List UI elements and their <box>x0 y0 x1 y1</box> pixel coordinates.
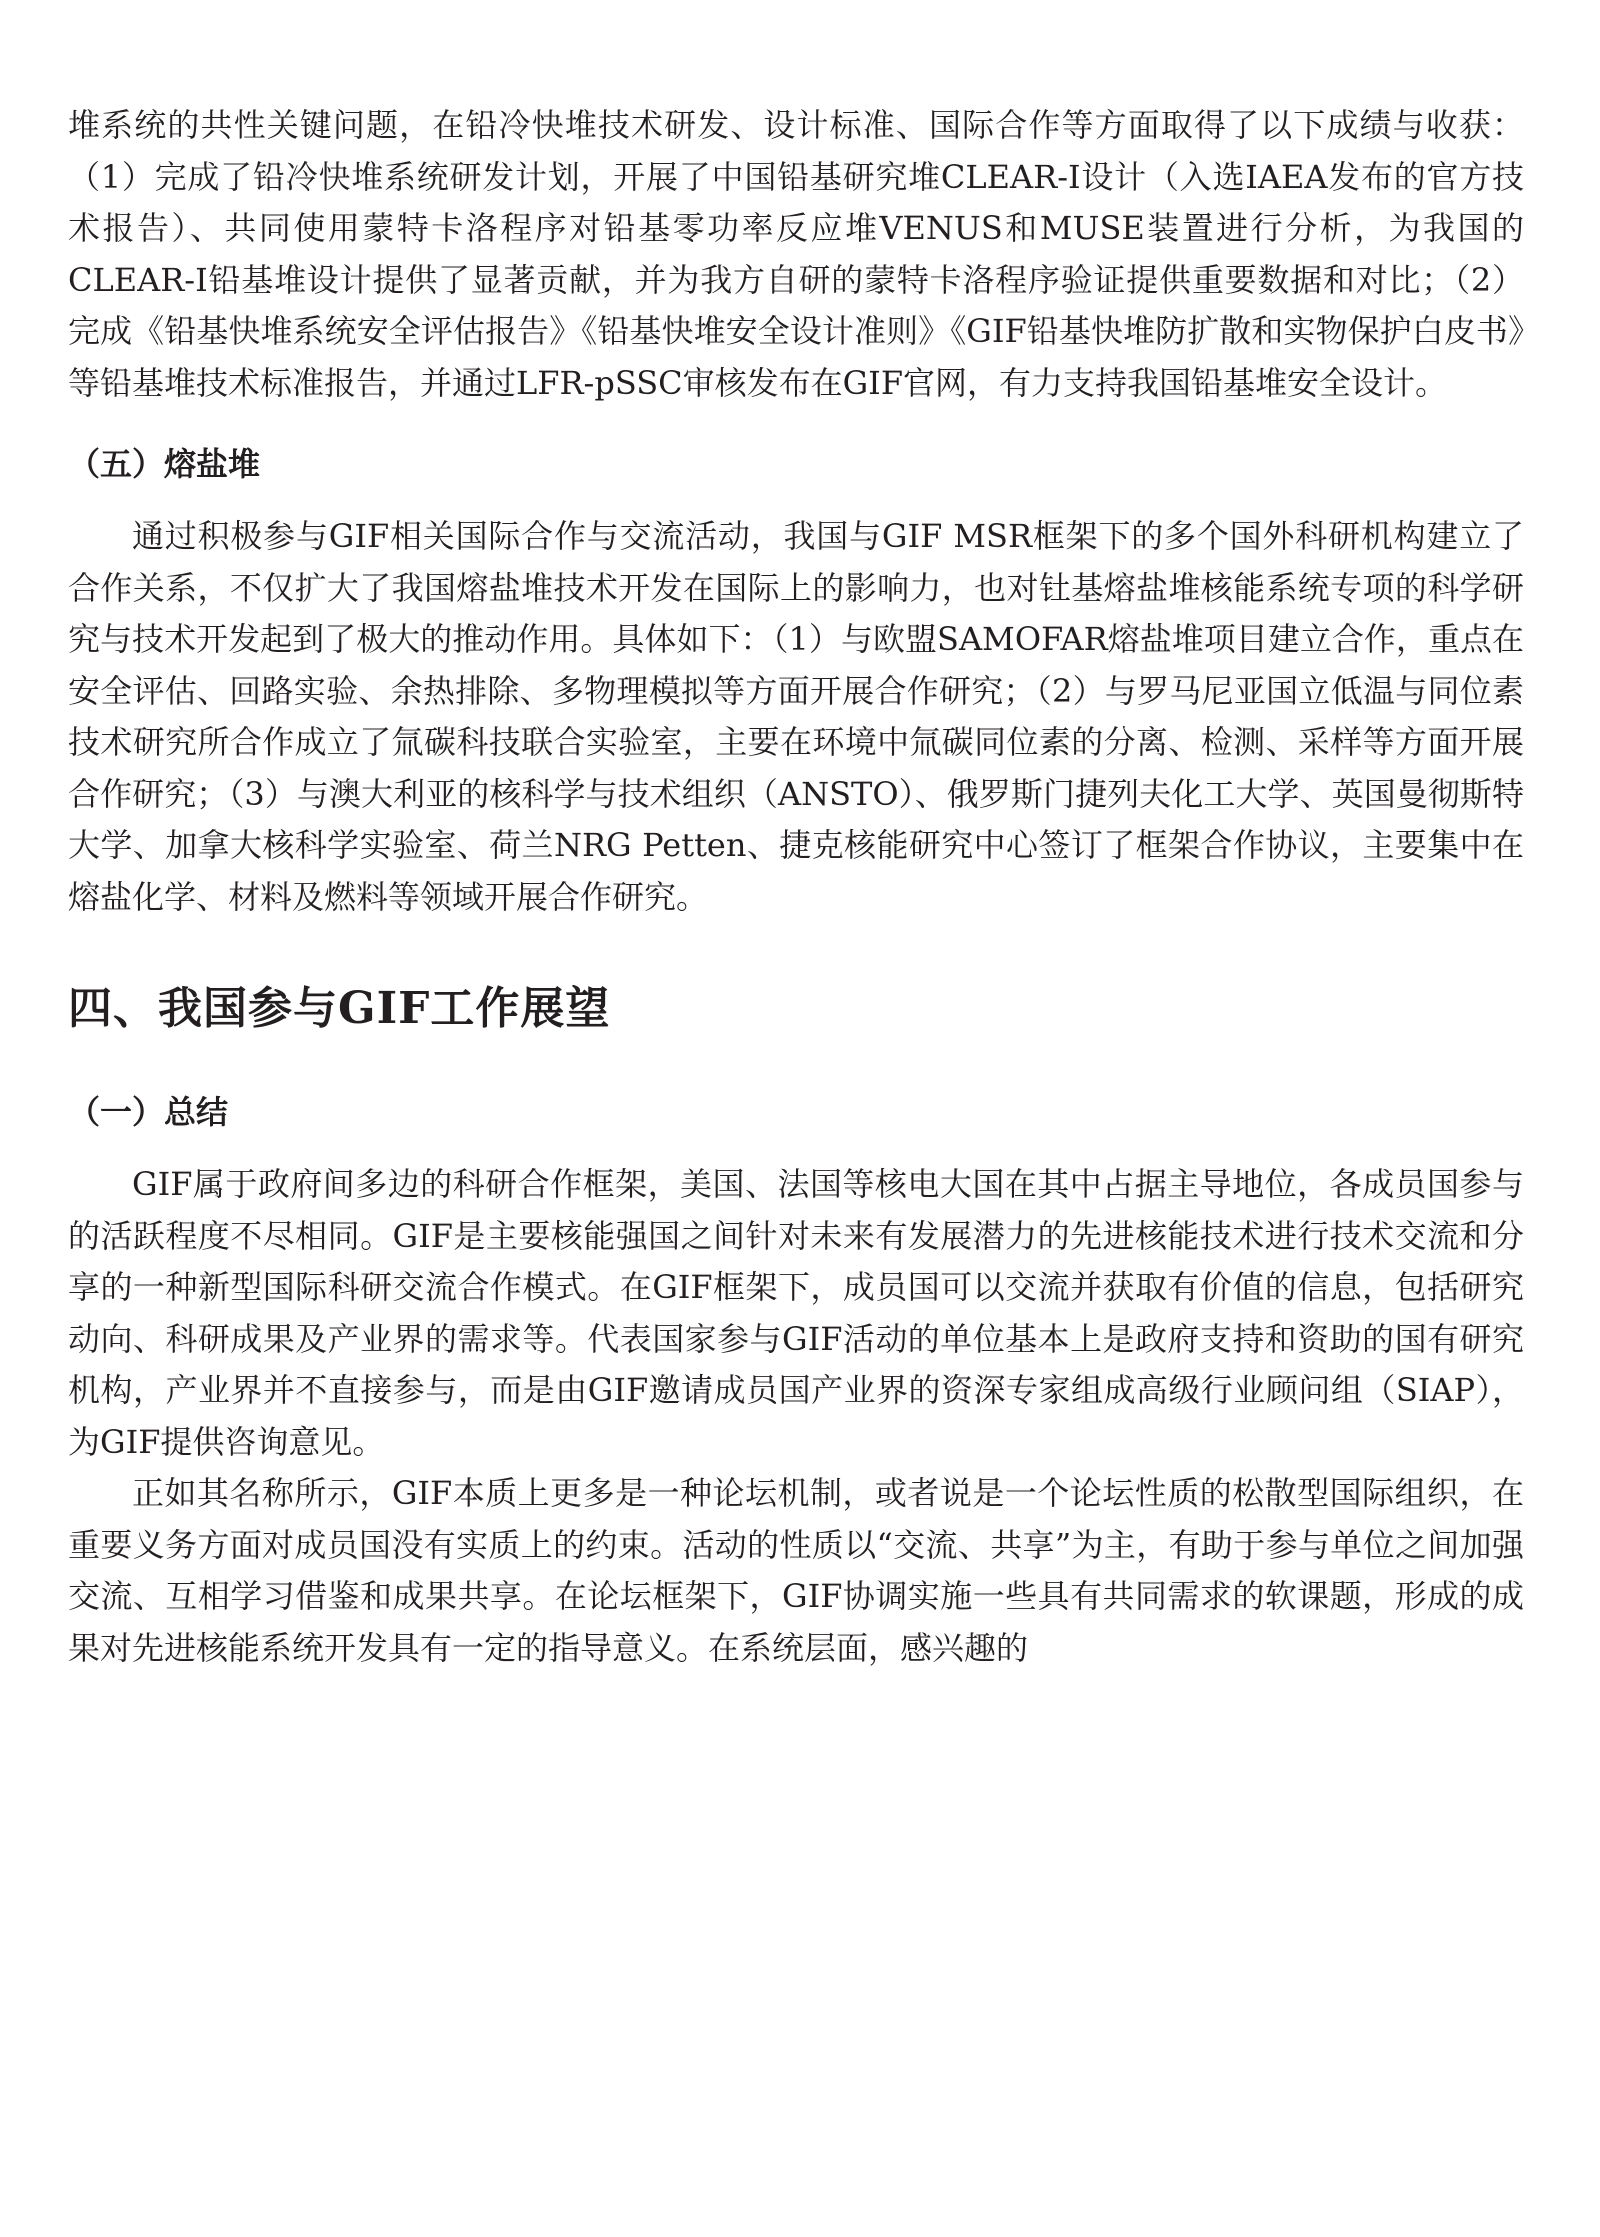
section-heading-summary: （一）总结 <box>68 1093 229 1131</box>
summary-paragraph-1: GIF属于政府间多边的科研合作框架，美国、法国等核电大国在其中占据主导地位，各成员国参与的活跃程度不尽相同。GIF是主要核能强国之间针对未来有发展潜力的先进核能技术进行技术交流和分享的一种新型国际科研交流合作模式。在GIF框架下，成员国可以交流并获取有价值的信息，包括研究动向、科研成果及产业界的需求等。代表国家参与GIF活动的单位基本上是政府支持和资助的国有研究机构，产业界并不直接参与，而是由GIF邀请成员国产业界的资深专家组成高级行业顾问组（SIAP），为GIF提供咨询意见。 <box>68 1165 1524 1461</box>
intro-paragraph: 堆系统的共性关键问题，在铅冷快堆技术研发、设计标准、国际合作等方面取得了以下成绩与收获：（1）完成了铅冷快堆系统研发计划，开展了中国铅基研究堆CLEAR-I设计（入选IAEA发布的官方技术报告）、共同使用蒙特卡洛程序对铅基零功率反应堆VENUS和MUSE装置进行分析，为我国的CLEAR-I铅基堆设计提供了显著贡献，并为我方自研的蒙特卡洛程序验证提供重要数据和对比；（2）完成《铅基快堆系统安全评估报告》《铅基快堆安全设计准则》《GIF铅基快堆防扩散和实物保护白皮书》等铅基堆技术标准报告，并通过LFR-pSSC审核发布在GIF官网，有力支持我国铅基堆安全设计。 <box>68 106 1524 402</box>
document-page <box>68 100 1524 1674</box>
summary-paragraph-2: 正如其名称所示，GIF本质上更多是一种论坛机制，或者说是一个论坛性质的松散型国际组织，在重要义务方面对成员国没有实质上的约束。活动的性质以“交流、共享”为主，有助于参与单位之间加强交流、互相学习借鉴和成果共享。在论坛框架下，GIF协调实施一些具有共同需求的软课题，形成的成果对先进核能系统开发具有一定的指导意义。在系统层面，感兴趣的 <box>68 1474 1524 1667</box>
section-heading-molten-salt-reactor: （五）熔盐堆 <box>68 445 261 483</box>
chapter-heading-outlook: 四、我国参与GIF工作展望 <box>68 983 611 1034</box>
molten-salt-paragraph: 通过积极参与GIF相关国际合作与交流活动，我国与GIF MSR框架下的多个国外科研机构建立了合作关系，不仅扩大了我国熔盐堆技术开发在国际上的影响力，也对钍基熔盐堆核能系统专项的科学研究与技术开发起到了极大的推动作用。具体如下：（1）与欧盟SAMOFAR熔盐堆项目建立合作，重点在安全评估、回路实验、余热排除、多物理模拟等方面开展合作研究；（2）与罗马尼亚国立低温与同位素技术研究所合作成立了氚碳科技联合实验室，主要在环境中氚碳同位素的分离、检测、采样等方面开展合作研究；（3）与澳大利亚的核科学与技术组织（ANSTO）、俄罗斯门捷列夫化工大学、英国曼彻斯特大学、加拿大核科学实验室、荷兰NRG Petten、捷克核能研究中心签订了框架合作协议，主要集中在熔盐化学、材料及燃料等领域开展合作研究。 <box>68 517 1524 916</box>
